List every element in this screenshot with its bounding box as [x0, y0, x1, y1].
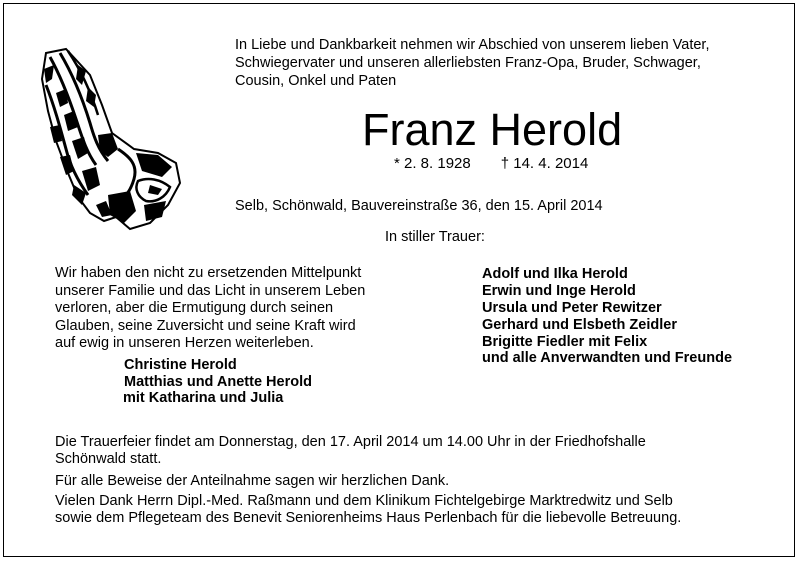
- mourner-left: mit Katharina und Julia: [123, 390, 284, 406]
- birth-date: * 2. 8. 1928: [394, 155, 471, 172]
- tribute-line: verloren, aber die Ermutigung durch seinen: [55, 300, 334, 316]
- intro-line-1: In Liebe und Dankbarkeit nehmen wir Abschied von unserem lieben Vater,: [235, 37, 710, 53]
- place-date: Selb, Schönwald, Bauvereinstraße 36, den 15. April 2014: [235, 198, 603, 214]
- deceased-name: Franz Herold: [362, 104, 623, 155]
- tribute-line: Wir haben den nicht zu ersetzenden Mittelpunkt: [55, 265, 362, 281]
- mourner-left: Christine Herold: [124, 357, 237, 373]
- intro-line-2: Schwiegervater und unseren allerliebsten Franz-Opa, Bruder, Schwager,: [235, 55, 701, 71]
- special-thanks-line-1: Vielen Dank Herrn Dipl.-Med. Raßmann und dem Klinikum Fichtelgebirge Marktredwitz und Selb: [55, 493, 673, 509]
- tribute-line: auf ewig in unseren Herzen weiterleben.: [55, 335, 314, 351]
- tribute-text: [55, 265, 391, 353]
- funeral-line-1: Die Trauerfeier findet am Donnerstag, den 17. April 2014 um 14.00 Uhr in der Friedhofshalle: [55, 434, 646, 450]
- tribute-line: Glauben, seine Zuversicht und seine Kraft wird: [55, 317, 356, 334]
- mourner-right: und alle Anverwandten und Freunde: [482, 350, 733, 366]
- thanks-line: Für alle Beweise der Anteilnahme sagen wir herzlichen Dank.: [55, 473, 450, 489]
- mourning-label: In stiller Trauer:: [385, 229, 485, 245]
- mourner-right: Adolf und Ilka Herold: [482, 266, 628, 282]
- mourner-right: Ursula und Peter Rewitzer: [482, 300, 662, 316]
- funeral-line-2: Schönwald statt.: [55, 451, 162, 467]
- tribute-line: unserer Familie und das Licht in unserem Leben: [55, 282, 366, 299]
- special-thanks-line-2: sowie dem Pflegeteam des Benevit Seniorenheims Haus Perlenbach für die liebevolle Betreuung.: [55, 510, 682, 526]
- mourner-right: Gerhard und Elsbeth Zeidler: [482, 317, 677, 333]
- death-date: † 14. 4. 2014: [500, 155, 589, 172]
- mourner-right: Erwin und Inge Herold: [482, 283, 636, 299]
- mourner-right: Brigitte Fiedler mit Felix: [482, 334, 648, 350]
- mourner-left: Matthias und Anette Herold: [124, 374, 312, 390]
- life-dates: [394, 155, 588, 172]
- praying-hands-icon: [38, 45, 186, 233]
- intro-line-3: Cousin, Onkel und Paten: [235, 73, 397, 89]
